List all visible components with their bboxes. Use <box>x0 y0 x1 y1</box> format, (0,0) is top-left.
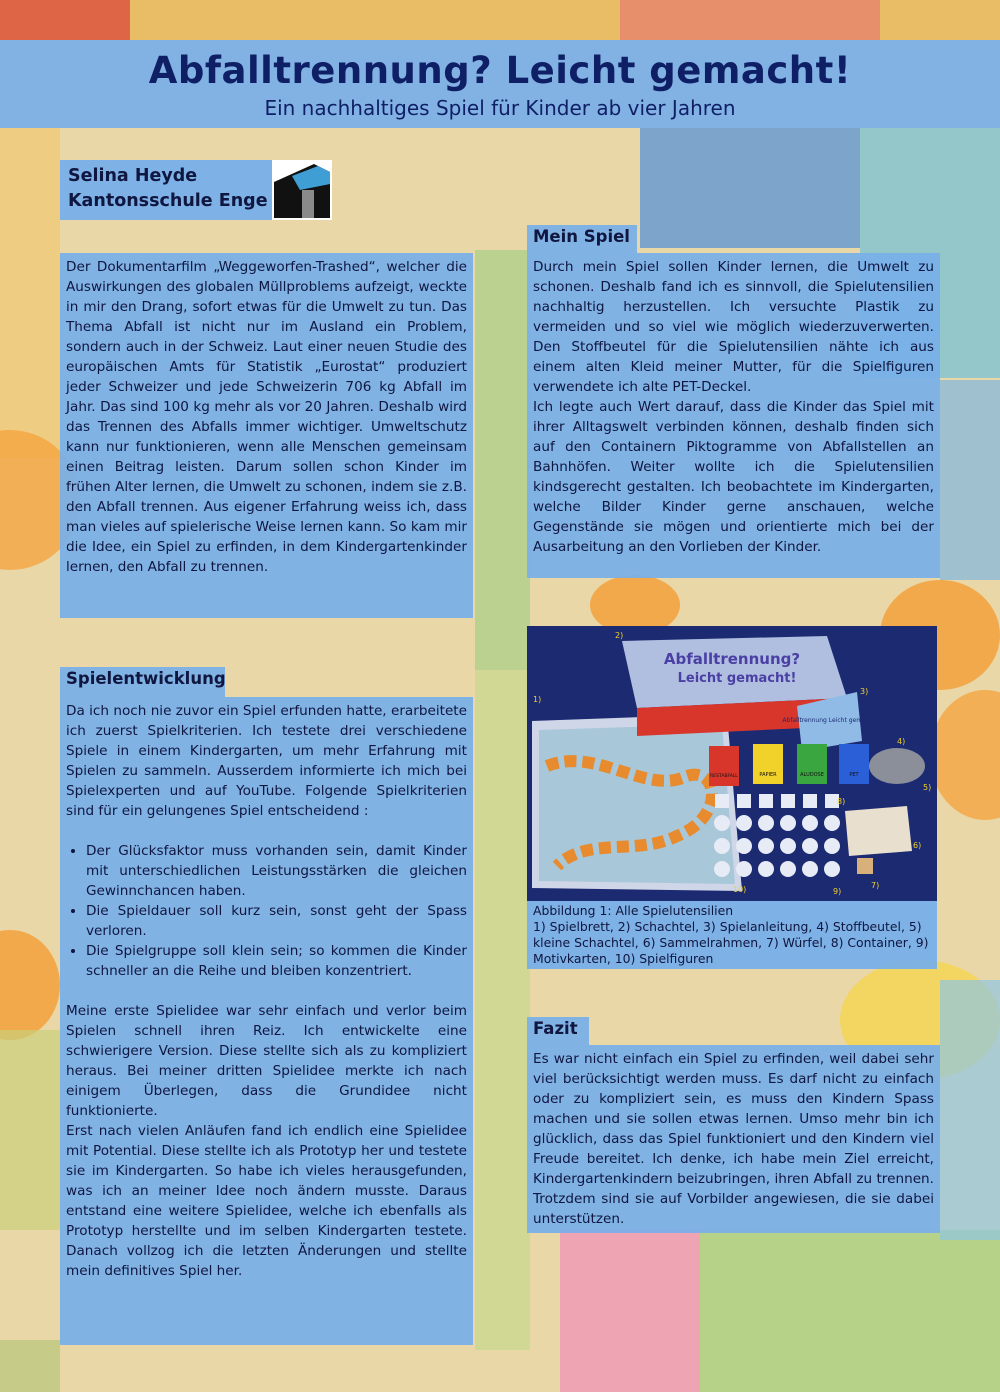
fabric-bag <box>869 748 925 784</box>
title-bar <box>0 40 1000 128</box>
container-label: PAPIER <box>759 772 777 778</box>
criteria-list <box>66 841 467 981</box>
figure-number-label: 9) <box>833 887 842 896</box>
figure-caption-items: 1) Spielbrett, 2) Schachtel, 3) Spielanleitung, 4) Stoffbeutel, 5) kleine Schachtel, 6) Sammelrahmen, 7) Würfel, 8) Container, 9) Motivkarten, 10) Spielfiguren <box>533 919 929 966</box>
spielentwicklung-heading: Spielentwicklung <box>66 669 226 688</box>
game-utensils-photo <box>527 626 937 901</box>
mein-spiel-panel <box>527 253 940 578</box>
fazit-heading-box <box>527 1017 589 1045</box>
box-title-line2: Leicht gemacht! <box>677 671 797 686</box>
fazit-heading: Fazit <box>533 1019 578 1038</box>
figure-caption-title: Abbildung 1: Alle Spielutensilien <box>533 903 734 918</box>
mein-spiel-heading-box <box>527 225 637 253</box>
mein-spiel-paragraph: Ich legte auch Wert darauf, dass die Kinder das Spiel mit ihrer Alltagswelt verbinden können, deshalb finden sich auf den Containern Piktogramme von Abfallstellen an Bahnhöfen. Weiter wollte ich die Spielutensilien kindsgerecht gestalten. Ich beobachtete im Kindergarten, welche Bilder Kinder gerne anschauen, welche Gegenstände sie mögen und orientierte mich bei der Ausarbeitung an den Vorlieben der Kinder. <box>533 399 934 555</box>
figure-number-label: 6) <box>913 841 922 850</box>
spielentwicklung-paragraph: Erst nach vielen Anläufen fand ich endlich eine Spielidee mit Potential. Diese stellte ich als Prototyp her und testete sie im Kindergarten. So habe ich vieles herausgefunden, was ich an meiner Idee noch ändern musste. Daraus entstand eine weitere Spielidee, welche ich ebenfalls als Prototyp herstellte und im selben Kindergarten testete. Danach vollzog ich die letzten Änderungen und stellte mein definitives Spiel her. <box>66 1123 467 1279</box>
figure-number-label: 5) <box>923 783 932 792</box>
figure-number-label: 2) <box>615 631 624 640</box>
figure-number-label: 1) <box>533 695 542 704</box>
list-item: • Der Glücksfaktor muss vorhanden sein, damit Kinder mit unterschiedlichen Leistungsstärken die gleichen Gewinnchancen haben. <box>86 841 467 901</box>
fazit-text: Es war nicht einfach ein Spiel zu erfinden, weil dabei sehr viel berücksichtigt werden muss. Es darf nicht zu einfach oder zu kompliziert sein, es muss den Kindern Spass machen und sie sollen etwas lernen. Umso mehr bin ich glücklich, dass das Spiel funktioniert und den Kindern viel Freude bereitet. Ich denke, ich habe mein Ziel erreicht, Kindergartenkindern beizubringen, ihren Abfall zu trennen. Trotzdem sind sie auf Vorbilder angewiesen, die sie dabei unterstützen. <box>533 1051 934 1227</box>
figure-caption-box <box>527 901 937 969</box>
mein-spiel-heading: Mein Spiel <box>533 227 630 246</box>
figure-number-label: 3) <box>860 687 869 696</box>
fazit-panel <box>527 1045 940 1233</box>
spielentwicklung-paragraph: Da ich noch nie zuvor ein Spiel erfunden hatte, erarbeitete ich zuerst Spielkriterien. Ich testete drei verschiedene Spiele in einem Kindergarten, um mehr Erfahrung mit Spielen zu sammeln. Ausserdem informierte ich mich bei Spielexperten und auf YouTube. Folgende Spielkriterien sind für ein gelungenes Spiel entscheidend : <box>66 703 467 819</box>
author-box <box>60 160 332 220</box>
author-name: Selina Heyde <box>68 166 198 186</box>
list-item: • Die Spieldauer soll kurz sein, sonst geht der Spass verloren. <box>86 901 467 941</box>
container-label: ALUDOSE <box>800 772 824 778</box>
school-logo-icon <box>272 160 332 220</box>
collecting-frame <box>845 806 912 856</box>
list-item: • Die Spielgruppe soll klein sein; so kommen die Kinder schneller an die Reihe und bleiben konzentriert. <box>86 941 467 981</box>
figure-number-label: 4) <box>897 737 906 746</box>
page-title: Abfalltrennung? Leicht gemacht! <box>148 49 852 92</box>
container-label: RESTABFALL <box>710 774 738 779</box>
figure-number-label: 10) <box>733 885 747 894</box>
container-label: PET <box>849 772 859 778</box>
box-title-line1: Abfalltrennung? <box>663 650 801 668</box>
intro-panel <box>60 253 473 618</box>
spielentwicklung-heading-box <box>60 667 225 697</box>
figure-number-label: 8) <box>837 797 846 806</box>
spielentwicklung-paragraph: Meine erste Spielidee war sehr einfach und verlor beim Spielen schnell ihren Reiz. Ich entwickelte eine schwierigere Version. Diese stellte sich als zu kompliziert heraus. Bei meiner dritten Spielidee merkte ich nach einigem Überlegen, dass die Grundidee nicht funktionierte. <box>66 1003 467 1119</box>
spielentwicklung-panel <box>60 697 473 1345</box>
school-name: Kantonsschule Enge <box>68 191 268 211</box>
intro-text: Der Dokumentarfilm „Weggeworfen-Trashed“, welcher die Auswirkungen des globalen Müllproblems aufzeigt, weckte in mir den Drang, sofort etwas für die Umwelt zu tun. Das Thema Abfall ist nicht nur im Ausland ein Problem, sondern auch in der Schweiz. Laut einer neuen Studie des europäischen Amts für Statistik „Eurostat“ produziert jeder Schweizer und jede Schweizerin 706 kg Abfall im Jahr. Das sind 100 kg mehr als vor 20 Jahren. Deshalb wird das Trennen des Abfalls immer wichtiger. Umweltschutz kann nur funktionieren, wenn alle Menschen gemeinsam einen Beitrag leisten. Darum sollen schon Kinder im frühen Alter lernen, die Umwelt zu schonen, indem sie z.B. den Abfall trennen. Aus eigener Erfahrung weiss ich, dass man vieles auf spielerische Weise lernen kann. So kam mir die Idee, ein Spiel zu erfinden, in dem Kindergartenkinder lernen, den Abfall zu trennen. <box>66 259 467 575</box>
mein-spiel-paragraph: Durch mein Spiel sollen Kinder lernen, die Umwelt zu schonen. Deshalb fand ich es sinnvoll, die Spielutensilien nachhaltig herzustellen. Ich versuchte Plastik zu vermeiden und so viel wie möglich wiederzuverwerten. Den Stoffbeutel für die Spielutensilien nähte ich aus einem alten Kleid meiner Mutter, für die Spielfiguren verwendete ich alte PET-Deckel. <box>533 259 934 395</box>
dice <box>857 858 873 874</box>
page-subtitle: Ein nachhaltiges Spiel für Kinder ab vier Jahren <box>264 96 736 120</box>
figure-number-label: 7) <box>871 881 880 890</box>
booklet-title: Abfalltrennung Leicht gemacht! <box>782 717 878 724</box>
